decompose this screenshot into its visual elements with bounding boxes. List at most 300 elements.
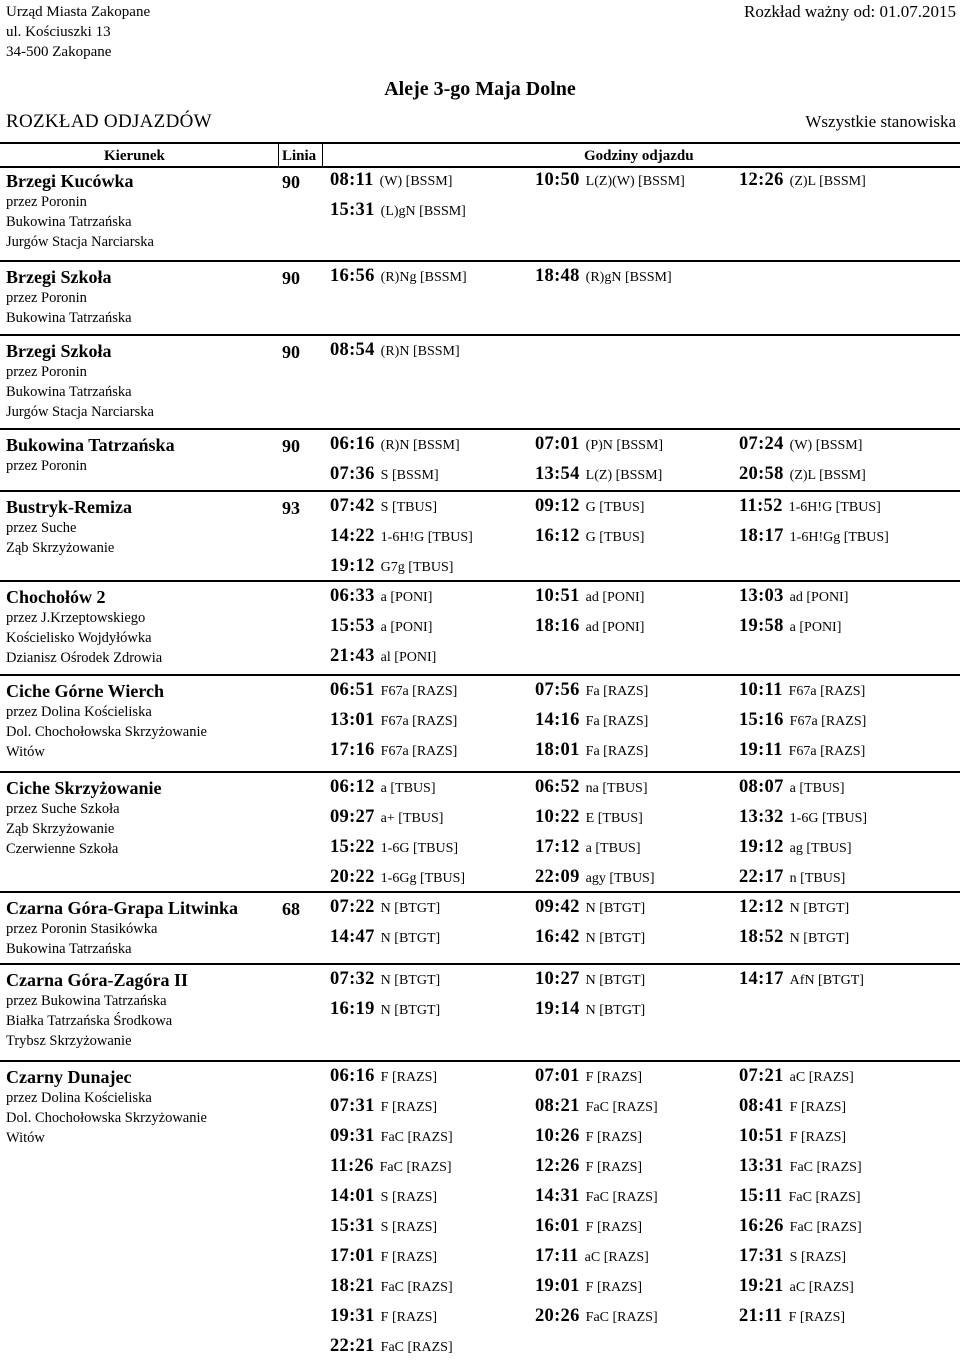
departure-entry	[535, 774, 648, 802]
route-destination-name: Ciche Górne Wierch	[6, 681, 164, 701]
route-destination-name: Czarna Góra-Zagóra II	[6, 970, 188, 990]
departure-entry	[535, 834, 641, 862]
departure-entry	[739, 493, 881, 521]
departure-entry	[535, 1123, 642, 1151]
departure-time: 08:41	[739, 1096, 784, 1116]
route-via-stop: przez Dolina Kościeliska	[6, 704, 152, 720]
departure-marks: N [BTGT]	[380, 1003, 441, 1018]
departure-time: 14:47	[330, 927, 375, 947]
departure-time: 18:52	[739, 927, 784, 947]
departure-time: 22:21	[330, 1336, 375, 1356]
departure-marks: N [BTGT]	[585, 901, 646, 916]
departure-time: 07:24	[739, 434, 784, 454]
departure-time: 13:32	[739, 807, 784, 827]
route-direction	[6, 1066, 276, 1148]
departure-marks: FaC [RAZS]	[585, 1190, 658, 1205]
departure-entry	[330, 1213, 437, 1241]
departure-time: 06:51	[330, 680, 375, 700]
departure-marks: S [TBUS]	[380, 500, 438, 515]
section-divider	[0, 334, 960, 336]
departure-marks: F [RAZS]	[789, 1130, 847, 1145]
route-via-stop: Białka Tatrzańska Środkowa	[6, 1013, 173, 1029]
departure-marks: a [TBUS]	[789, 781, 845, 796]
route-via-stop: Ząb Skrzyżowanie	[6, 821, 115, 837]
route-destination-name: Ciche Skrzyżowanie	[6, 778, 162, 798]
departure-entry	[330, 1243, 437, 1271]
departure-time: 12:26	[739, 170, 784, 190]
departure-marks: S [RAZS]	[789, 1250, 847, 1265]
departure-marks: F67a [RAZS]	[380, 744, 458, 759]
departure-entry	[535, 167, 685, 195]
departure-time: 10:51	[535, 586, 580, 606]
departure-time: 21:43	[330, 646, 375, 666]
departure-entry	[739, 1063, 854, 1091]
departure-time: 07:32	[330, 969, 375, 989]
route-line-number: 93	[282, 498, 300, 518]
departure-entry	[330, 431, 460, 459]
departure-marks: (W) [BSSM]	[789, 438, 863, 453]
departure-marks: (Z)L [BSSM]	[789, 174, 866, 189]
departure-marks: a [PONI]	[380, 590, 433, 605]
departure-marks: 1-6H!Gg [TBUS]	[789, 530, 889, 545]
departure-entry	[739, 167, 866, 195]
departure-entry	[739, 737, 865, 765]
departure-entry	[330, 804, 443, 832]
page-title: ROZKŁAD ODJAZDÓW	[6, 111, 212, 132]
route-via-stop: Witów	[6, 1130, 45, 1146]
departure-entry	[330, 337, 460, 365]
departure-time: 21:11	[739, 1306, 783, 1326]
departure-entry	[739, 1243, 846, 1271]
departure-entry	[330, 834, 458, 862]
header-top-rule	[0, 142, 960, 144]
departure-marks: Fa [RAZS]	[585, 714, 649, 729]
departure-time: 10:27	[535, 969, 580, 989]
departure-time: 11:52	[739, 496, 783, 516]
departure-entry	[739, 924, 849, 952]
departure-marks: 1-6H!G [TBUS]	[380, 530, 473, 545]
departure-time: 15:11	[739, 1186, 783, 1206]
route-destination-name: Chochołów 2	[6, 587, 106, 607]
route-line-number: 90	[282, 342, 300, 362]
departure-marks: F [RAZS]	[380, 1250, 438, 1265]
departure-marks: a [PONI]	[789, 620, 842, 635]
route-via-stop: Dol. Chochołowska Skrzyżowanie	[6, 1110, 207, 1126]
departure-time: 09:42	[535, 897, 580, 917]
departure-marks: aC [RAZS]	[789, 1070, 854, 1085]
departure-marks: S [BSSM]	[380, 468, 439, 483]
departure-entry	[330, 774, 436, 802]
departure-marks: 1-6H!G [TBUS]	[788, 500, 881, 515]
departure-marks: N [BTGT]	[789, 931, 850, 946]
departure-marks: F67a [RAZS]	[788, 684, 866, 699]
departure-marks: F67a [RAZS]	[789, 714, 867, 729]
departure-time: 08:07	[739, 777, 784, 797]
departure-entry	[535, 613, 644, 641]
departure-marks: F [RAZS]	[380, 1310, 438, 1325]
departure-time: 19:14	[535, 999, 580, 1019]
departure-marks: Fa [RAZS]	[585, 744, 649, 759]
departure-time: 07:01	[535, 1066, 580, 1086]
section-divider	[0, 674, 960, 676]
departure-time: 06:16	[330, 434, 375, 454]
departure-entry	[330, 966, 440, 994]
departure-entry	[330, 924, 440, 952]
departure-time: 19:58	[739, 616, 784, 636]
departure-entry	[330, 197, 466, 225]
departure-entry	[330, 461, 439, 489]
departure-time: 14:17	[739, 969, 784, 989]
departure-entry	[535, 1273, 642, 1301]
route-destination-name: Brzegi Kucówka	[6, 171, 134, 191]
departure-entry	[535, 924, 645, 952]
departure-time: 06:33	[330, 586, 375, 606]
departure-time: 10:50	[535, 170, 580, 190]
departure-marks: a [TBUS]	[380, 781, 436, 796]
departure-entry	[330, 1273, 453, 1301]
departure-entry	[739, 804, 867, 832]
departure-marks: ag [TBUS]	[789, 841, 852, 856]
route-via-stop: przez Suche	[6, 520, 77, 536]
departure-time: 19:01	[535, 1276, 580, 1296]
office-name: Urząd Miasta Zakopane	[6, 4, 151, 20]
departure-entry	[535, 1063, 642, 1091]
departure-marks: N [BTGT]	[380, 973, 441, 988]
stop-name: Aleje 3-go Maja Dolne	[384, 78, 576, 100]
departure-time: 15:53	[330, 616, 375, 636]
route-direction	[6, 897, 276, 959]
departure-marks: FaC [RAZS]	[380, 1280, 453, 1295]
departure-marks: n [TBUS]	[789, 871, 846, 886]
departure-entry	[330, 996, 440, 1024]
route-direction	[6, 777, 276, 859]
departure-time: 13:54	[535, 464, 580, 484]
departure-marks: aC [RAZS]	[789, 1280, 854, 1295]
departure-time: 10:51	[739, 1126, 784, 1146]
departure-entry	[535, 1303, 658, 1331]
departure-entry	[330, 613, 432, 641]
departure-entry	[330, 677, 457, 705]
departure-time: 07:31	[330, 1096, 375, 1116]
departure-time: 14:01	[330, 1186, 375, 1206]
departure-entry	[330, 643, 436, 671]
departure-time: 18:48	[535, 266, 580, 286]
departure-marks: F67a [RAZS]	[380, 684, 458, 699]
valid-from: Rozkład ważny od: 01.07.2015	[744, 2, 956, 21]
departure-time: 08:21	[535, 1096, 580, 1116]
departure-marks: (R)Ng [BSSM]	[380, 270, 467, 285]
departure-marks: ad [PONI]	[789, 590, 849, 605]
route-via-stop: przez Poronin	[6, 364, 87, 380]
departure-time: 20:58	[739, 464, 784, 484]
departure-time: 14:16	[535, 710, 580, 730]
departure-time: 16:19	[330, 999, 375, 1019]
departure-marks: AfN [BTGT]	[789, 973, 864, 988]
route-via-stop: Ząb Skrzyżowanie	[6, 540, 115, 556]
route-via-stop: przez Suche Szkoła	[6, 801, 120, 817]
departure-marks: (R)gN [BSSM]	[585, 270, 672, 285]
departure-entry	[330, 1063, 437, 1091]
departure-time: 08:54	[330, 340, 375, 360]
departure-entry	[739, 894, 849, 922]
departure-entry	[739, 966, 864, 994]
section-divider	[0, 891, 960, 893]
departure-marks: N [BTGT]	[585, 973, 646, 988]
departure-time: 06:16	[330, 1066, 375, 1086]
departure-entry	[739, 1213, 862, 1241]
section-divider	[0, 260, 960, 262]
departure-entry	[739, 1153, 862, 1181]
departure-time: 06:12	[330, 777, 375, 797]
departure-entry	[535, 1213, 642, 1241]
route-via-stop: Witów	[6, 744, 45, 760]
departure-marks: 1-6Gg [TBUS]	[380, 871, 466, 886]
departure-entry	[739, 1183, 861, 1211]
route-via-stop: Jurgów Stacja Narciarska	[6, 404, 154, 420]
departure-marks: N [BTGT]	[380, 901, 441, 916]
route-destination-name: Czarny Dunajec	[6, 1067, 132, 1087]
departure-marks: F [RAZS]	[585, 1280, 643, 1295]
departure-time: 13:03	[739, 586, 784, 606]
departure-time: 10:22	[535, 807, 580, 827]
departure-marks: F [RAZS]	[585, 1160, 643, 1175]
departure-entry	[535, 583, 644, 611]
departure-marks: a+ [TBUS]	[380, 811, 444, 826]
departure-marks: (R)N [BSSM]	[380, 438, 460, 453]
departure-time: 17:31	[739, 1246, 784, 1266]
departure-entry	[535, 737, 648, 765]
departure-entry	[535, 431, 663, 459]
departure-time: 07:21	[739, 1066, 784, 1086]
departure-time: 11:26	[330, 1156, 374, 1176]
departure-entry	[330, 707, 457, 735]
column-divider-2	[322, 143, 323, 167]
departure-entry	[535, 1183, 658, 1211]
departure-entry	[739, 431, 862, 459]
route-via-stop: Jurgów Stacja Narciarska	[6, 234, 154, 250]
departure-entry	[330, 263, 467, 291]
route-via-stop: przez J.Krzeptowskiego	[6, 610, 146, 626]
section-divider	[0, 1060, 960, 1062]
departure-marks: 1-6G [TBUS]	[789, 811, 868, 826]
departure-marks: aC [RAZS]	[584, 1250, 649, 1265]
column-line: Linia	[282, 148, 317, 164]
departure-time: 19:31	[330, 1306, 375, 1326]
departure-time: 18:21	[330, 1276, 375, 1296]
departure-marks: N [BTGT]	[380, 931, 441, 946]
route-destination-name: Bustryk-Remiza	[6, 497, 132, 517]
departure-marks: F [RAZS]	[380, 1100, 438, 1115]
section-divider	[0, 490, 960, 492]
office-city: 34-500 Zakopane	[6, 44, 112, 60]
departure-time: 13:31	[739, 1156, 784, 1176]
departure-entry	[535, 1243, 649, 1271]
departure-time: 16:56	[330, 266, 375, 286]
route-destination-name: Brzegi Szkoła	[6, 267, 112, 287]
route-via-stop: Czerwienne Szkoła	[6, 841, 119, 857]
route-via-stop: przez Poronin	[6, 290, 87, 306]
departure-time: 19:12	[739, 837, 784, 857]
departure-marks: 1-6G [TBUS]	[380, 841, 459, 856]
route-via-stop: przez Bukowina Tatrzańska	[6, 993, 167, 1009]
departure-time: 10:11	[739, 680, 783, 700]
departure-time: 15:31	[330, 200, 375, 220]
departure-entry	[330, 583, 432, 611]
departure-time: 15:22	[330, 837, 375, 857]
route-via-stop: Bukowina Tatrzańska	[6, 214, 132, 230]
departure-time: 17:16	[330, 740, 375, 760]
departure-entry	[535, 966, 645, 994]
route-direction	[6, 170, 276, 252]
departure-time: 16:26	[739, 1216, 784, 1236]
departure-time: 09:27	[330, 807, 375, 827]
departure-entry	[535, 1153, 642, 1181]
departure-time: 07:01	[535, 434, 580, 454]
departure-marks: S [RAZS]	[380, 1220, 438, 1235]
departure-entry	[535, 804, 643, 832]
section-divider	[0, 771, 960, 773]
departure-time: 17:11	[535, 1246, 579, 1266]
departure-time: 16:01	[535, 1216, 580, 1236]
departure-entry	[739, 1123, 846, 1151]
departure-marks: F [RAZS]	[585, 1130, 643, 1145]
route-via-stop: Bukowina Tatrzańska	[6, 310, 132, 326]
departure-entry	[739, 583, 848, 611]
departure-time: 08:11	[330, 170, 374, 190]
departure-time: 18:16	[535, 616, 580, 636]
section-divider	[0, 580, 960, 582]
departure-marks: FaC [RAZS]	[788, 1190, 861, 1205]
departure-marks: L(Z) [BSSM]	[585, 468, 663, 483]
route-line-number: 90	[282, 172, 300, 192]
departure-marks: Fa [RAZS]	[585, 684, 649, 699]
departure-marks: FaC [RAZS]	[380, 1130, 453, 1145]
departure-entry	[535, 493, 644, 521]
departure-marks: FaC [RAZS]	[789, 1220, 862, 1235]
departure-entry	[739, 1303, 845, 1331]
departure-entry	[739, 864, 845, 892]
departure-entry	[739, 523, 889, 551]
departure-entry	[330, 864, 465, 892]
departure-marks: ad [PONI]	[585, 590, 645, 605]
departure-marks: F67a [RAZS]	[380, 714, 458, 729]
departure-entry	[330, 1123, 453, 1151]
office-street: ul. Kościuszki 13	[6, 24, 111, 40]
departure-marks: N [BTGT]	[789, 901, 850, 916]
departure-marks: FaC [RAZS]	[585, 1100, 658, 1115]
route-destination-name: Czarna Góra-Grapa Litwinka	[6, 898, 238, 918]
route-line-number: 90	[282, 268, 300, 288]
departure-entry	[330, 737, 457, 765]
departure-marks: (Z)L [BSSM]	[789, 468, 866, 483]
departure-marks: L(Z)(W) [BSSM]	[585, 174, 685, 189]
departure-entry	[330, 1333, 453, 1361]
route-direction	[6, 680, 276, 762]
departure-entry	[535, 707, 648, 735]
departure-time: 14:31	[535, 1186, 580, 1206]
departure-marks: a [PONI]	[380, 620, 433, 635]
route-direction	[6, 434, 276, 476]
departure-entry	[535, 1093, 658, 1121]
departure-entry	[330, 493, 437, 521]
column-divider-1	[278, 143, 279, 167]
departure-entry	[739, 774, 845, 802]
departure-time: 18:17	[739, 526, 784, 546]
departure-entry	[739, 613, 841, 641]
departure-marks: (L)gN [BSSM]	[380, 204, 466, 219]
route-line-number: 90	[282, 436, 300, 456]
departure-time: 22:09	[535, 867, 580, 887]
departure-time: 12:12	[739, 897, 784, 917]
departure-entry	[535, 263, 672, 291]
section-divider	[0, 428, 960, 430]
section-divider	[0, 963, 960, 965]
departure-marks: (W) [BSSM]	[379, 174, 453, 189]
departure-marks: FaC [RAZS]	[380, 1340, 453, 1355]
stands-label: Wszystkie stanowiska	[805, 112, 956, 131]
route-via-stop: Dol. Chochołowska Skrzyżowanie	[6, 724, 207, 740]
departure-entry	[330, 523, 473, 551]
departure-marks: FaC [RAZS]	[379, 1160, 452, 1175]
departure-marks: FaC [RAZS]	[789, 1160, 862, 1175]
departure-entry	[739, 461, 866, 489]
departure-marks: F67a [RAZS]	[788, 744, 866, 759]
departure-marks: a [TBUS]	[585, 841, 641, 856]
departure-entry	[330, 167, 452, 195]
departure-marks: na [TBUS]	[585, 781, 648, 796]
departure-time: 18:01	[535, 740, 580, 760]
departure-entry	[330, 553, 453, 581]
departure-entry	[739, 677, 865, 705]
departure-marks: agy [TBUS]	[585, 871, 655, 886]
departure-entry	[535, 461, 662, 489]
departure-time: 19:12	[330, 556, 375, 576]
departure-marks: F [RAZS]	[585, 1070, 643, 1085]
route-via-stop: przez Dolina Kościeliska	[6, 1090, 152, 1106]
departure-marks: F [RAZS]	[585, 1220, 643, 1235]
departure-marks: S [RAZS]	[380, 1190, 438, 1205]
column-direction: Kierunek	[104, 148, 165, 164]
departure-time: 12:26	[535, 1156, 580, 1176]
departure-time: 16:12	[535, 526, 580, 546]
departure-entry	[330, 1093, 437, 1121]
departure-time: 15:31	[330, 1216, 375, 1236]
departure-time: 07:56	[535, 680, 580, 700]
route-destination-name: Bukowina Tatrzańska	[6, 435, 175, 455]
departure-marks: (R)N [BSSM]	[380, 344, 460, 359]
route-line-number: 68	[282, 899, 300, 919]
departure-time: 07:36	[330, 464, 375, 484]
route-direction	[6, 969, 276, 1051]
departure-marks: G [TBUS]	[585, 500, 645, 515]
departure-marks: al [PONI]	[380, 650, 437, 665]
departure-time: 22:17	[739, 867, 784, 887]
departure-time: 19:11	[739, 740, 783, 760]
departure-marks: G [TBUS]	[585, 530, 645, 545]
departure-time: 10:26	[535, 1126, 580, 1146]
departure-marks: F [RAZS]	[788, 1310, 846, 1325]
route-direction	[6, 340, 276, 422]
departure-marks: ad [PONI]	[585, 620, 645, 635]
departure-marks: E [TBUS]	[585, 811, 643, 826]
departure-entry	[535, 864, 655, 892]
departure-time: 07:22	[330, 897, 375, 917]
route-via-stop: Kościelisko Wojdyłówka	[6, 630, 152, 646]
departure-marks: FaC [RAZS]	[585, 1310, 658, 1325]
departure-time: 17:12	[535, 837, 580, 857]
departure-time: 09:31	[330, 1126, 375, 1146]
departure-entry	[535, 996, 645, 1024]
